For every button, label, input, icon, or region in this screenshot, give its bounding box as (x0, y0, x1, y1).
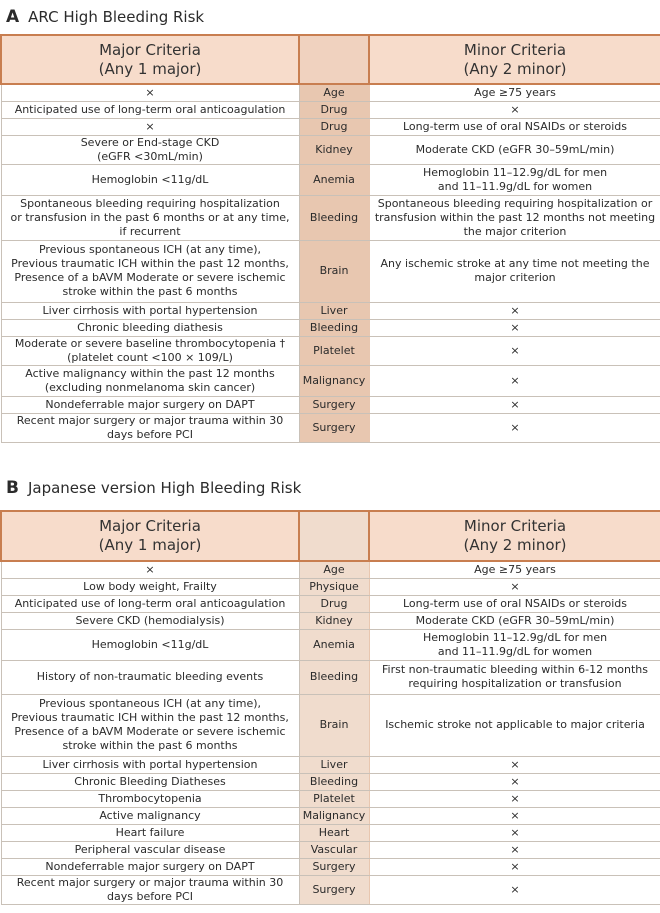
table-row (1, 595, 660, 612)
table-row (1, 365, 660, 396)
minor-criterion-cell: Any ischemic stroke at any time not meeting the major criterion (369, 240, 660, 302)
table-row (1, 790, 660, 807)
table-row (1, 302, 660, 319)
minor-criterion-cell: Moderate CKD (eGFR 30–59mL/min) (369, 135, 660, 164)
minor-criteria-header (369, 35, 660, 84)
category-cell: Age (299, 84, 369, 101)
category-cell: Brain (299, 694, 369, 756)
category-cell: Liver (299, 302, 369, 319)
major-criterion-cell: Spontaneous bleeding requiring hospitalization or transfusion in the past 6 months or at any time, if recurrent (1, 195, 299, 240)
table-row (1, 118, 660, 135)
category-cell: Surgery (299, 413, 369, 442)
category-cell: Anemia (299, 164, 369, 195)
category-cell: Bleeding (299, 319, 369, 336)
category-cell: Drug (299, 118, 369, 135)
table-header-row (1, 35, 660, 84)
table-row (1, 694, 660, 756)
table-row (1, 824, 660, 841)
minor-criterion-cell: Ischemic stroke not applicable to major criteria (369, 694, 660, 756)
table-row (1, 629, 660, 660)
category-cell: Drug (299, 595, 369, 612)
category-cell: Malignancy (299, 365, 369, 396)
major-criterion-cell: Chronic bleeding diathesis (1, 319, 299, 336)
category-cell: Kidney (299, 135, 369, 164)
section-a-title (6, 4, 204, 30)
minor-criterion-cell: × (369, 756, 660, 773)
major-criterion-cell: Moderate or severe baseline thrombocytopenia † (platelet count <100 × 109/L) (1, 336, 299, 365)
major-criteria-header (1, 35, 299, 84)
table-row (1, 195, 660, 240)
table-row (1, 773, 660, 790)
table-row (1, 84, 660, 101)
major-header-line2: (Any 1 major) (98, 59, 202, 78)
minor-criterion-cell: Hemoglobin 11–12.9g/dL for men and 11–11.9g/dL for women (369, 164, 660, 195)
major-criterion-cell: × (1, 561, 299, 578)
category-cell: Heart (299, 824, 369, 841)
major-criteria-header (1, 511, 299, 561)
table-row (1, 319, 660, 336)
minor-criterion-cell: × (369, 773, 660, 790)
minor-criterion-cell: Age ≥75 years (369, 84, 660, 101)
minor-criterion-cell: × (369, 319, 660, 336)
major-criterion-cell: Nondeferrable major surgery on DAPT (1, 396, 299, 413)
major-criterion-cell: Severe CKD (hemodialysis) (1, 612, 299, 629)
minor-criterion-cell: × (369, 824, 660, 841)
table-row (1, 807, 660, 824)
section-b-title (6, 475, 301, 501)
major-criterion-cell: History of non-traumatic bleeding events (1, 660, 299, 694)
major-criterion-cell: Chronic Bleeding Diatheses (1, 773, 299, 790)
table-row (1, 413, 660, 442)
table-row (1, 578, 660, 595)
category-cell: Vascular (299, 841, 369, 858)
major-criterion-cell: Active malignancy within the past 12 months (excluding nonmelanoma skin cancer) (1, 365, 299, 396)
minor-criterion-cell: × (369, 841, 660, 858)
minor-criterion-cell: Long-term use of oral NSAIDs or steroids (369, 595, 660, 612)
major-criterion-cell: × (1, 118, 299, 135)
minor-criterion-cell: × (369, 396, 660, 413)
major-criterion-cell: Low body weight, Frailty (1, 578, 299, 595)
table-row (1, 336, 660, 365)
minor-criterion-cell: × (369, 858, 660, 875)
table-row (1, 561, 660, 578)
table-row (1, 841, 660, 858)
table-row (1, 396, 660, 413)
table-row (1, 756, 660, 773)
major-criterion-cell: Recent major surgery or major trauma within 30 days before PCI (1, 875, 299, 904)
table-row (1, 135, 660, 164)
minor-criterion-cell: × (369, 875, 660, 904)
table-row (1, 612, 660, 629)
major-criterion-cell: Anticipated use of long-term oral anticoagulation (1, 595, 299, 612)
category-cell: Kidney (299, 612, 369, 629)
section-b-letter: B (6, 478, 19, 498)
major-criterion-cell: × (1, 84, 299, 101)
minor-criterion-cell: × (369, 101, 660, 118)
section-b-title-text: Japanese version High Bleeding Risk (27, 479, 302, 497)
minor-criterion-cell: × (369, 807, 660, 824)
category-cell: Bleeding (299, 773, 369, 790)
category-header (299, 511, 369, 561)
minor-criterion-cell: × (369, 302, 660, 319)
minor-header-line2: (Any 2 minor) (463, 59, 567, 78)
category-cell: Platelet (299, 790, 369, 807)
major-criterion-cell: Recent major surgery or major trauma within 30 days before PCI (1, 413, 299, 442)
section-a-letter: A (6, 7, 20, 27)
minor-criterion-cell: × (369, 365, 660, 396)
major-criterion-cell: Heart failure (1, 824, 299, 841)
major-criterion-cell: Liver cirrhosis with portal hypertension (1, 756, 299, 773)
major-criterion-cell: Nondeferrable major surgery on DAPT (1, 858, 299, 875)
category-cell: Bleeding (299, 195, 369, 240)
table-row (1, 240, 660, 302)
minor-criterion-cell: Spontaneous bleeding requiring hospitalization or transfusion within the past 12 months not meeting the major criterion (369, 195, 660, 240)
category-cell: Surgery (299, 875, 369, 904)
category-cell: Platelet (299, 336, 369, 365)
category-cell: Drug (299, 101, 369, 118)
minor-header-line1: Minor Criteria (463, 517, 567, 535)
minor-criteria-header (369, 511, 660, 561)
category-cell: Surgery (299, 396, 369, 413)
category-cell: Surgery (299, 858, 369, 875)
minor-criterion-cell: × (369, 413, 660, 442)
minor-criterion-cell: × (369, 578, 660, 595)
major-criterion-cell: Severe or End-stage CKD (eGFR <30mL/min) (1, 135, 299, 164)
arc-hbr-table (0, 34, 660, 443)
category-cell: Age (299, 561, 369, 578)
major-header-line2: (Any 1 major) (98, 536, 202, 554)
minor-criterion-cell: Hemoglobin 11–12.9g/dL for men and 11–11.9g/dL for women (369, 629, 660, 660)
major-criterion-cell: Thrombocytopenia (1, 790, 299, 807)
minor-criterion-cell: × (369, 336, 660, 365)
category-cell: Malignancy (299, 807, 369, 824)
major-criterion-cell: Previous spontaneous ICH (at any time), Previous traumatic ICH within the past 12 months, Presence of a bAVM Moderate or severe ischemic stroke within the past 6 months (1, 240, 299, 302)
major-criterion-cell: Hemoglobin <11g/dL (1, 164, 299, 195)
category-header (299, 35, 369, 84)
category-cell: Brain (299, 240, 369, 302)
table-row (1, 660, 660, 694)
table-row (1, 875, 660, 904)
category-cell: Liver (299, 756, 369, 773)
minor-criterion-cell: Age ≥75 years (369, 561, 660, 578)
major-criterion-cell: Liver cirrhosis with portal hypertension (1, 302, 299, 319)
major-criterion-cell: Active malignancy (1, 807, 299, 824)
table-row (1, 858, 660, 875)
minor-criterion-cell: × (369, 790, 660, 807)
minor-header-line2: (Any 2 minor) (463, 536, 567, 554)
major-header-line1: Major Criteria (99, 517, 201, 535)
major-criterion-cell: Previous spontaneous ICH (at any time), Previous traumatic ICH within the past 12 months, Presence of a bAVM Moderate or severe ischemic stroke within the past 6 months (1, 694, 299, 756)
category-cell: Bleeding (299, 660, 369, 694)
minor-criterion-cell: Moderate CKD (eGFR 30–59mL/min) (369, 612, 660, 629)
major-criterion-cell: Peripheral vascular disease (1, 841, 299, 858)
jhbr-table (0, 510, 660, 905)
category-cell: Anemia (299, 629, 369, 660)
minor-criterion-cell: Long-term use of oral NSAIDs or steroids (369, 118, 660, 135)
major-header-line1: Major Criteria (99, 40, 201, 59)
minor-criterion-cell: First non-traumatic bleeding within 6-12 months requiring hospitalization or transfusion (369, 660, 660, 694)
table-row (1, 101, 660, 118)
major-criterion-cell: Hemoglobin <11g/dL (1, 629, 299, 660)
table-row (1, 164, 660, 195)
category-cell: Physique (299, 578, 369, 595)
major-criterion-cell: Anticipated use of long-term oral anticoagulation (1, 101, 299, 118)
minor-header-line1: Minor Criteria (463, 40, 567, 59)
section-a-title-text: ARC High Bleeding Risk (28, 8, 205, 26)
table-header-row (1, 511, 660, 561)
